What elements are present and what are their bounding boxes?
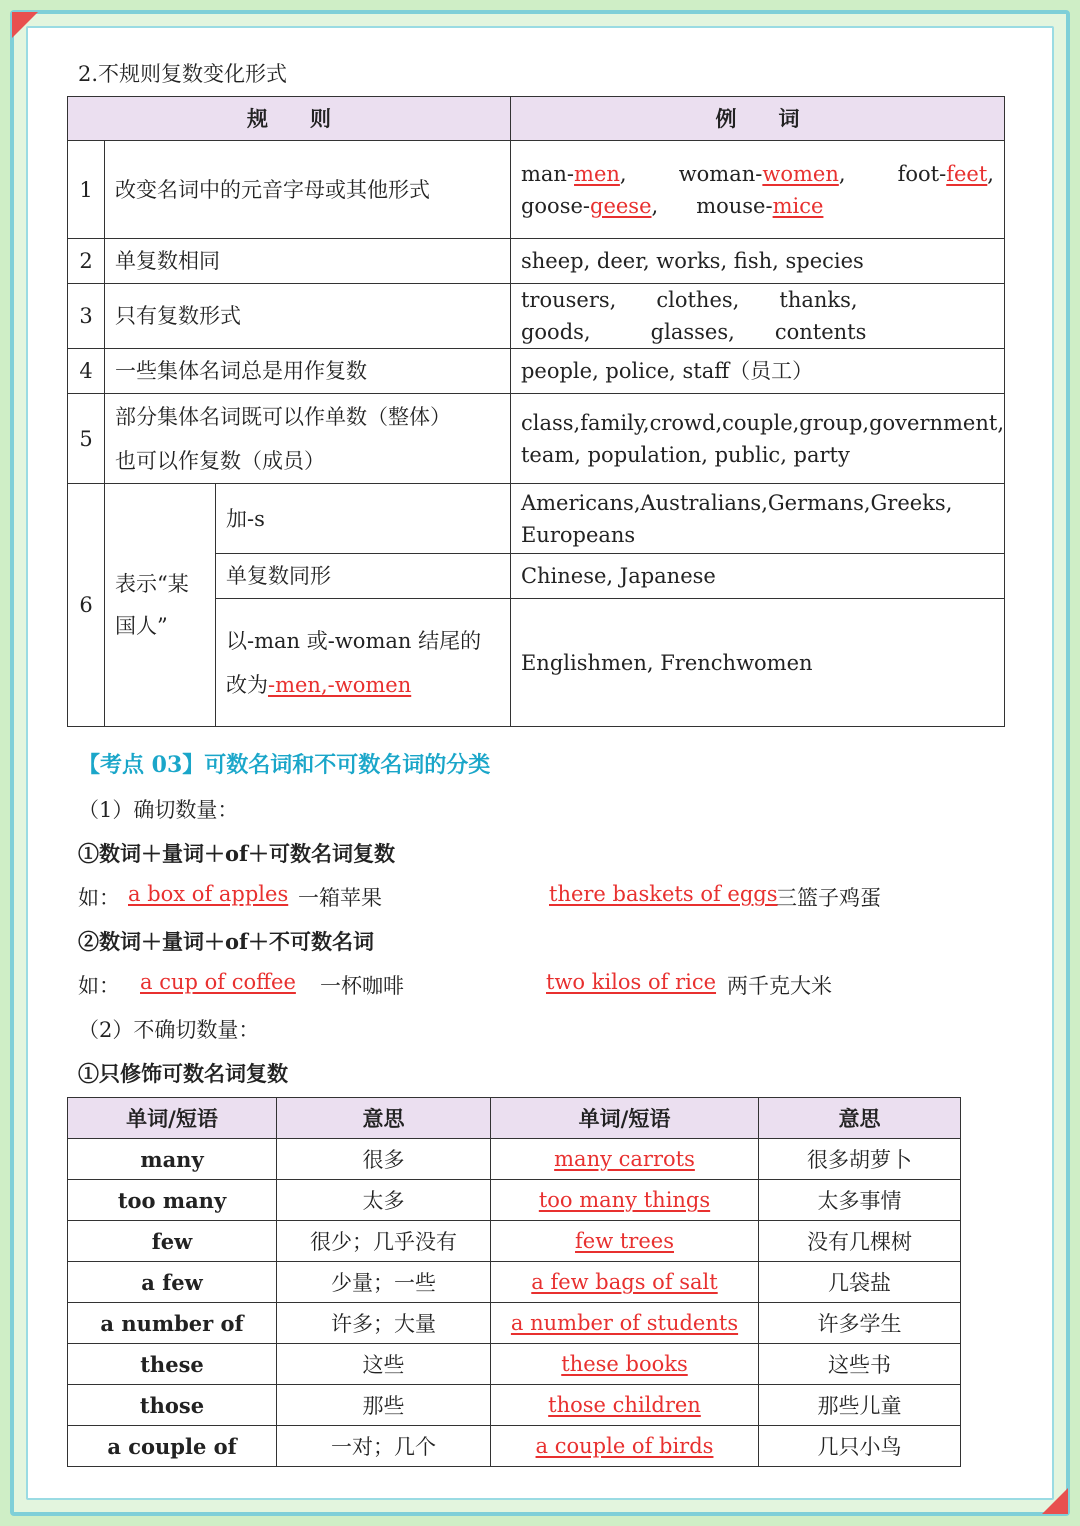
example-cell: trousers, clothes, thanks, goods, glasses, contents (510, 284, 1004, 349)
table-row (68, 484, 1005, 554)
word-cell: these (68, 1344, 277, 1385)
phrase-cell: too many things (491, 1180, 759, 1221)
phrase-cell: few trees (491, 1221, 759, 1262)
phrase-meaning-cell: 没有几棵树 (759, 1221, 961, 1262)
row-number: 5 (68, 394, 105, 484)
phrase-meaning-cell: 太多事情 (759, 1180, 961, 1221)
example-cell: Chinese, Japanese (510, 554, 1004, 599)
quantifier-table (67, 1097, 961, 1467)
group-label: 表示“某 国人” (105, 484, 216, 727)
word-cell: those (68, 1385, 277, 1426)
table-header: 意思 (277, 1098, 491, 1139)
table-row (68, 349, 1005, 394)
phrase-cell: many carrots (491, 1139, 759, 1180)
heading: 2.不规则复数变化形式 (78, 62, 288, 86)
table-row (68, 1180, 961, 1221)
rule-cell: 改变名词中的元音字母或其他形式 (105, 141, 511, 239)
table-row (68, 1139, 961, 1180)
example-translation: 三篮子鸡蛋 (776, 886, 881, 910)
table-header-example: 例 词 (510, 97, 1004, 141)
phrase-meaning-cell: 那些儿童 (759, 1385, 961, 1426)
table-header-rule: 规 则 (68, 97, 511, 141)
example-cell: Americans,Australians,Germans,Greeks, Europeans (510, 484, 1004, 554)
example-translation: 一杯咖啡 (320, 974, 404, 998)
meaning-cell: 太多 (277, 1180, 491, 1221)
meaning-cell: 很少；几乎没有 (277, 1221, 491, 1262)
phrase-meaning-cell: 几只小鸟 (759, 1426, 961, 1467)
table-row (68, 284, 1005, 349)
subheading-exact: （1）确切数量： (78, 798, 239, 822)
example-cell: sheep, deer, works, fish, species (510, 239, 1004, 284)
table-row (68, 239, 1005, 284)
phrase-meaning-cell: 几袋盐 (759, 1262, 961, 1303)
word-cell: a few (68, 1262, 277, 1303)
table-header: 意思 (759, 1098, 961, 1139)
meaning-cell: 这些 (277, 1344, 491, 1385)
pattern-uncountable: ②数词＋量词＋of＋不可数名词 (78, 929, 375, 954)
meaning-cell: 很多 (277, 1139, 491, 1180)
example-line: 如： (78, 974, 120, 998)
example-translation: 两千克大米 (727, 974, 832, 998)
example-translation: 一箱苹果 (298, 886, 382, 910)
row-number: 1 (68, 141, 105, 239)
rule-cell: 单复数同形 (216, 554, 511, 599)
word-cell: a couple of (68, 1426, 277, 1467)
example-cell: Englishmen, Frenchwomen (510, 599, 1004, 727)
pattern-countable: ①数词＋量词＋of＋可数名词复数 (78, 841, 396, 866)
word-cell: few (68, 1221, 277, 1262)
rule-cell: 一些集体名词总是用作复数 (105, 349, 511, 394)
rule-cell: 只有复数形式 (105, 284, 511, 349)
example-cell: man-men, woman-women, foot-feet, goose-geese, mouse-mice (510, 141, 1004, 239)
example-phrase: a box of apples (128, 882, 289, 906)
example-line: 如： (78, 886, 120, 910)
table-row (68, 1344, 961, 1385)
example-phrase: two kilos of rice (546, 970, 717, 994)
phrase-cell: those children (491, 1385, 759, 1426)
meaning-cell: 许多；大量 (277, 1303, 491, 1344)
meaning-cell: 少量；一些 (277, 1262, 491, 1303)
table-row (68, 394, 1005, 484)
row-number: 3 (68, 284, 105, 349)
phrase-cell: these books (491, 1344, 759, 1385)
phrase-meaning-cell: 许多学生 (759, 1303, 961, 1344)
word-cell: many (68, 1139, 277, 1180)
phrase-meaning-cell: 很多胡萝卜 (759, 1139, 961, 1180)
pattern-countable-plural: ①只修饰可数名词复数 (78, 1061, 288, 1086)
rule-cell: 加-s (216, 484, 511, 554)
table-row (68, 1426, 961, 1467)
section-title: 【考点 03】可数名词和不可数名词的分类 (78, 752, 491, 778)
example-cell: people, police, staff（员工） (510, 349, 1004, 394)
phrase-cell: a number of students (491, 1303, 759, 1344)
meaning-cell: 一对；几个 (277, 1426, 491, 1467)
table-header: 单词/短语 (491, 1098, 759, 1139)
rule-cell: 以-man 或-woman 结尾的 改为-men,-women (216, 599, 511, 727)
phrase-cell: a few bags of salt (491, 1262, 759, 1303)
subheading-inexact: （2）不确切数量： (78, 1018, 260, 1042)
example-cell: class,family,crowd,couple,group,government, team, population, public, party (510, 394, 1004, 484)
table-row (68, 1262, 961, 1303)
meaning-cell: 那些 (277, 1385, 491, 1426)
word-cell: too many (68, 1180, 277, 1221)
rule-cell: 部分集体名词既可以作单数（整体） 也可以作复数（成员） (105, 394, 511, 484)
phrase-cell: a couple of birds (491, 1426, 759, 1467)
rule-cell: 单复数相同 (105, 239, 511, 284)
example-phrase: a cup of coffee (140, 970, 296, 994)
table-row (68, 1221, 961, 1262)
word-cell: a number of (68, 1303, 277, 1344)
example-phrase: there baskets of eggs (549, 882, 778, 906)
table-header: 单词/短语 (68, 1098, 277, 1139)
row-number: 2 (68, 239, 105, 284)
table-row (68, 1385, 961, 1426)
phrase-meaning-cell: 这些书 (759, 1344, 961, 1385)
irregular-plural-table (67, 96, 1005, 727)
table-row (68, 1303, 961, 1344)
row-number: 4 (68, 349, 105, 394)
table-row (68, 141, 1005, 239)
row-number: 6 (68, 484, 105, 727)
